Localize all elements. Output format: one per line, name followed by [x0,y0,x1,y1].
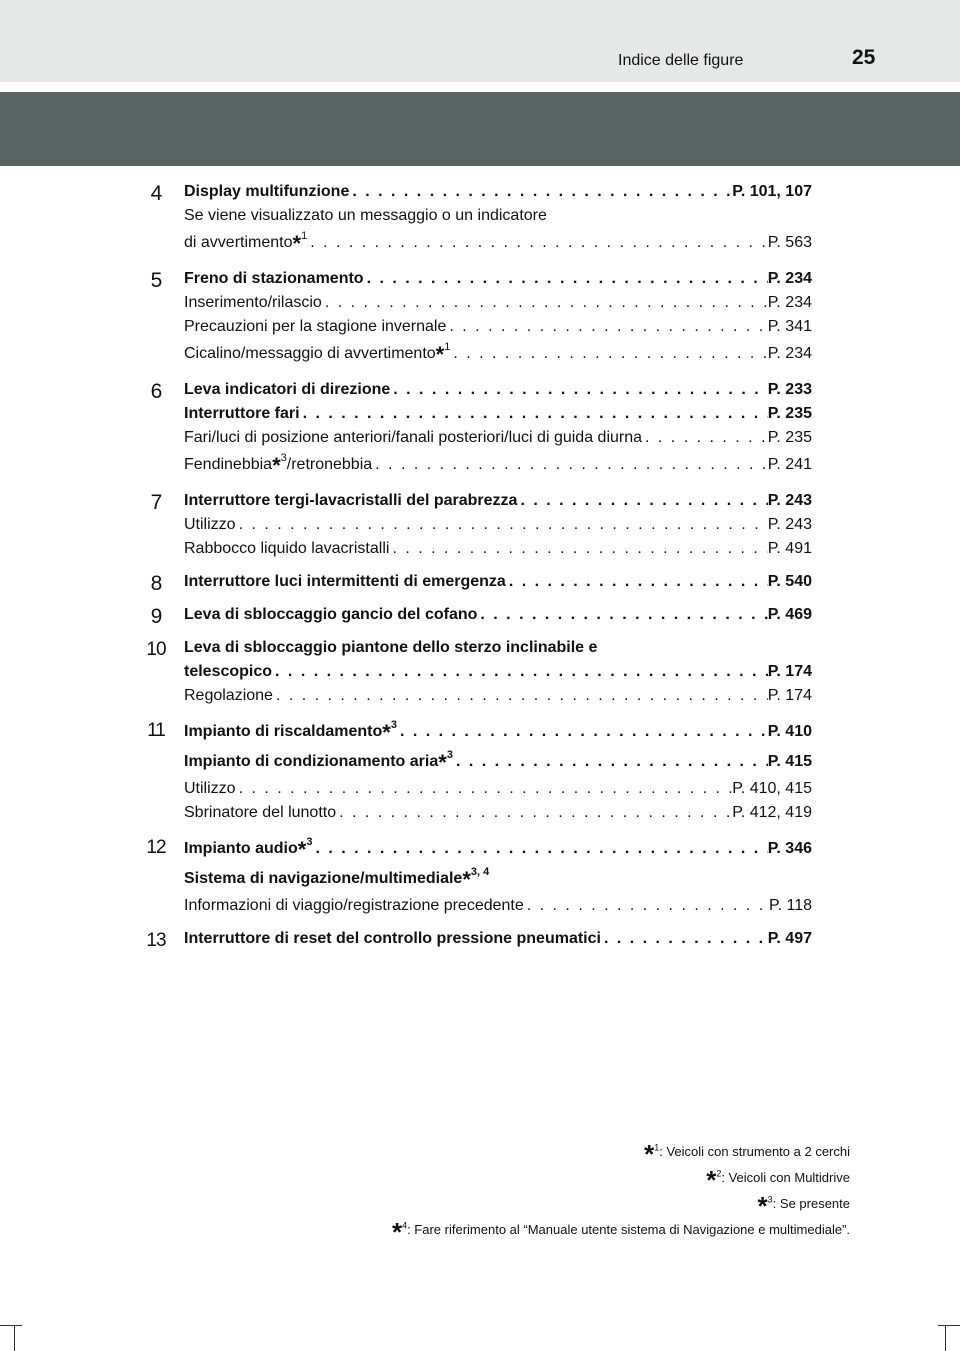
entry-label-text: Fari/luci di posizione anteriori/fanali posteriori/luci di guida diurna [184,429,643,446]
index-section [0,603,960,627]
entry-label [184,894,524,918]
entry-label-text: Informazioni di viaggio/registrazione precedente [184,897,524,914]
entry-label-text: Sistema di navigazione/multimediale [184,870,463,887]
footnote-star: * [292,231,302,256]
entry-label [184,660,272,684]
index-section [0,489,960,561]
section-gap [0,258,960,267]
entry-label-text: Fendinebbia [184,456,273,473]
index-entry [184,450,812,480]
entry-label-text: Utilizzo [184,516,236,533]
entry-label [184,426,642,450]
index-entry [184,684,812,708]
index-entry [184,603,812,627]
entry-label [184,378,390,402]
page-reference: P. 234 [767,294,812,311]
footnote-star: * [644,1139,655,1169]
entry-text: Leva di sbloccaggio piantone dello sterzo inclinabile e [184,639,598,656]
index-entry [184,180,812,204]
item-number-badge: 4 [150,182,162,205]
entry-label [184,315,446,339]
page-reference: P. 235 [767,429,812,446]
entry-label [184,450,372,480]
page-reference: P. 491 [767,540,812,557]
entry-label-text: Utilizzo [184,780,236,797]
entry-label-text: Regolazione [184,687,273,704]
leader-dots [349,180,732,204]
entry-label-text: Inserimento/rilascio [184,294,322,311]
index-section [0,378,960,480]
leader-dots [312,834,767,864]
page-reference: P. 243 [767,492,812,509]
footnote-text: : Veicoli con Multidrive [721,1170,850,1185]
entry-label-text: Rabbocco liquido lavacristalli [184,540,390,557]
section-gap [0,825,960,834]
entry-label-text: di avvertimento [184,234,293,251]
page-reference: P. 174 [767,687,812,704]
index-entry [184,513,812,537]
index-section [0,927,960,951]
footnote-ref: 1 [444,340,451,353]
index-entry [184,378,812,402]
leader-dots [273,684,768,708]
page-reference: P. 174 [767,663,812,680]
index-entry [184,537,812,561]
entry-label-text: Interruttore luci intermittenti di emergenza [184,573,506,590]
footnotes [391,1134,850,1247]
item-number-badge: 12 [146,837,166,858]
footnote-star: * [297,837,307,862]
entry-label-text: telescopico [184,663,273,680]
index-entry [184,228,812,258]
leader-dots [364,267,768,291]
entry-label-suffix: /retronebbia [286,456,373,473]
index-section [0,636,960,708]
page-reference: P. 101, 107 [732,183,812,200]
index-entry [184,267,812,291]
entry-label-text: Interruttore di reset del controllo pressione pneumatici [184,930,601,947]
index-section [0,180,960,258]
entry-label-text: Display multifunzione [184,183,350,200]
footnote-ref: 3 [446,748,453,761]
entry-label [184,777,236,801]
page-reference: P. 540 [767,573,812,590]
section-gap [0,561,960,570]
footnote-number: 1 [654,1142,660,1153]
item-number-badge: 13 [146,930,166,951]
item-number-badge: 8 [150,572,162,595]
entry-label-text: Interruttore fari [184,405,300,422]
leader-dots [236,513,768,537]
index-entry [184,864,812,894]
item-number-badge: 6 [150,380,162,403]
entry-label [184,684,273,708]
page-header-bar [0,0,960,82]
item-number-badge: 10 [146,639,166,660]
section-gap [0,918,960,927]
footnote-star: * [382,720,391,745]
index-entry [184,489,812,513]
entry-label-text: Leva di sbloccaggio gancio del cofano [184,606,478,623]
leader-dots [389,537,767,561]
leader-dots [390,378,768,402]
entry-label-text: Leva indicatori di direzione [184,381,391,398]
index-entry [184,801,812,825]
leader-dots [322,291,768,315]
footnote [391,1212,850,1247]
footnote-star: * [272,453,281,478]
leader-dots [477,603,767,627]
leader-dots [446,315,767,339]
entry-label [184,228,307,258]
page-reference: P. 469 [767,606,812,623]
section-gap [0,951,960,960]
leader-dots [300,402,768,426]
item-number-badge: 5 [150,269,162,292]
footnote-text: : Se presente [772,1196,850,1211]
entry-label [184,603,477,627]
page-reference: P. 233 [767,381,812,398]
page-reference: P. 410, 415 [732,780,812,797]
page-reference: P. 412, 419 [732,804,812,821]
footnote-text: : Veicoli con strumento a 2 cerchi [659,1144,850,1159]
leader-dots [524,894,769,918]
entry-label [184,570,506,594]
footnote-star: * [391,1217,403,1247]
page-reference: P. 234 [767,270,812,287]
page-reference: P. 234 [767,345,812,362]
entry-label [184,267,364,291]
page-reference: P. 118 [768,897,812,914]
page-reference: P. 341 [767,318,812,335]
entry-label-text: Cicalino/messaggio di avvertimento [184,345,436,362]
index-entry [184,927,812,951]
entry-label [184,402,300,426]
footnote [392,1186,850,1221]
page-reference: P. 410 [767,723,812,740]
index-entry [184,570,812,594]
entry-label-text: Precauzioni per la stagione invernale [184,318,447,335]
entry-label [184,537,389,561]
index-entry [184,660,812,684]
crop-mark [0,1325,22,1326]
footnote-ref: 1 [301,229,308,242]
footnote-ref: 3 [280,451,287,464]
index-section [0,834,960,918]
leader-dots [506,570,768,594]
leader-dots [517,489,767,513]
page-reference: P. 563 [767,234,812,251]
leader-dots [453,747,768,777]
entry-label-text: Impianto di riscaldamento [184,723,383,740]
entry-label [184,513,236,537]
item-number-badge: 9 [150,605,162,628]
page-reference: P. 346 [767,840,812,857]
leader-dots [601,927,768,951]
footnote-ref: 3 [306,835,313,848]
section-gap [0,708,960,717]
entry-label-text: Interruttore tergi-lavacristalli del parabrezza [184,492,518,509]
index-entry [184,291,812,315]
page-reference: P. 243 [767,516,812,533]
index-section [0,717,960,825]
footnote-number: 2 [716,1168,722,1179]
leader-dots [397,717,768,747]
crop-mark [945,1325,946,1351]
index-entry [184,747,812,777]
section-gap [0,594,960,603]
index-entry [184,426,812,450]
index-entry [184,402,812,426]
footnote [392,1134,850,1169]
index-entry [184,894,812,918]
entry-label-text: Sbrinatore del lunotto [184,804,337,821]
page-reference: P. 415 [767,753,812,770]
index-entry [184,834,812,864]
page-reference: P. 497 [767,930,812,947]
footnote-number: 4 [402,1220,408,1231]
entry-label [184,339,450,369]
entry-label [184,801,336,825]
entry-label [184,834,312,864]
leader-dots [372,450,768,480]
leader-dots [450,339,767,369]
item-number-badge: 7 [150,491,162,514]
index-entry [184,315,812,339]
footnote-star: * [462,867,471,892]
index-entry [184,339,812,369]
footnote [392,1160,850,1195]
footnote-text: : Fare riferimento al “Manuale utente sistema di Navigazione e multimediale”. [407,1222,850,1237]
section-gap [0,369,960,378]
entry-text: Se viene visualizzato un messaggio o un indicatore [184,207,547,224]
entry-label [184,489,517,513]
leader-dots [642,426,768,450]
footnote-ref: 3 [390,718,397,731]
leader-dots [272,660,768,684]
page-number: 25 [852,46,876,69]
entry-label-text: Impianto di condizionamento aria [184,753,439,770]
footnote-ref: 3, 4 [470,865,490,878]
footnote-star: * [435,342,445,367]
section-gap [0,627,960,636]
entry-label [184,864,489,894]
crop-mark [14,1325,15,1351]
item-number-badge: 11 [147,720,165,741]
index-section [0,267,960,369]
crop-mark [938,1325,960,1326]
page-reference: P. 235 [767,405,812,422]
index-list [0,180,960,960]
entry-label [184,927,601,951]
index-entry [184,777,812,801]
entry-label [184,180,349,204]
leader-dots [236,777,733,801]
header-band [0,92,960,166]
entry-label [184,717,397,747]
footnote-star: * [438,750,447,775]
index-section [0,570,960,594]
leader-dots [307,228,768,258]
footnote-number: 3 [767,1194,773,1205]
entry-label-text: Impianto audio [184,840,298,857]
index-entry [184,717,812,747]
entry-label [184,291,322,315]
footnote-star: * [706,1165,717,1195]
leader-dots [336,801,732,825]
section-gap [0,480,960,489]
footnote-star: * [757,1191,768,1221]
entry-label [184,747,453,777]
page-title: Indice delle figure [618,52,744,69]
page-reference: P. 241 [767,456,812,473]
entry-label-text: Freno di stazionamento [184,270,364,287]
